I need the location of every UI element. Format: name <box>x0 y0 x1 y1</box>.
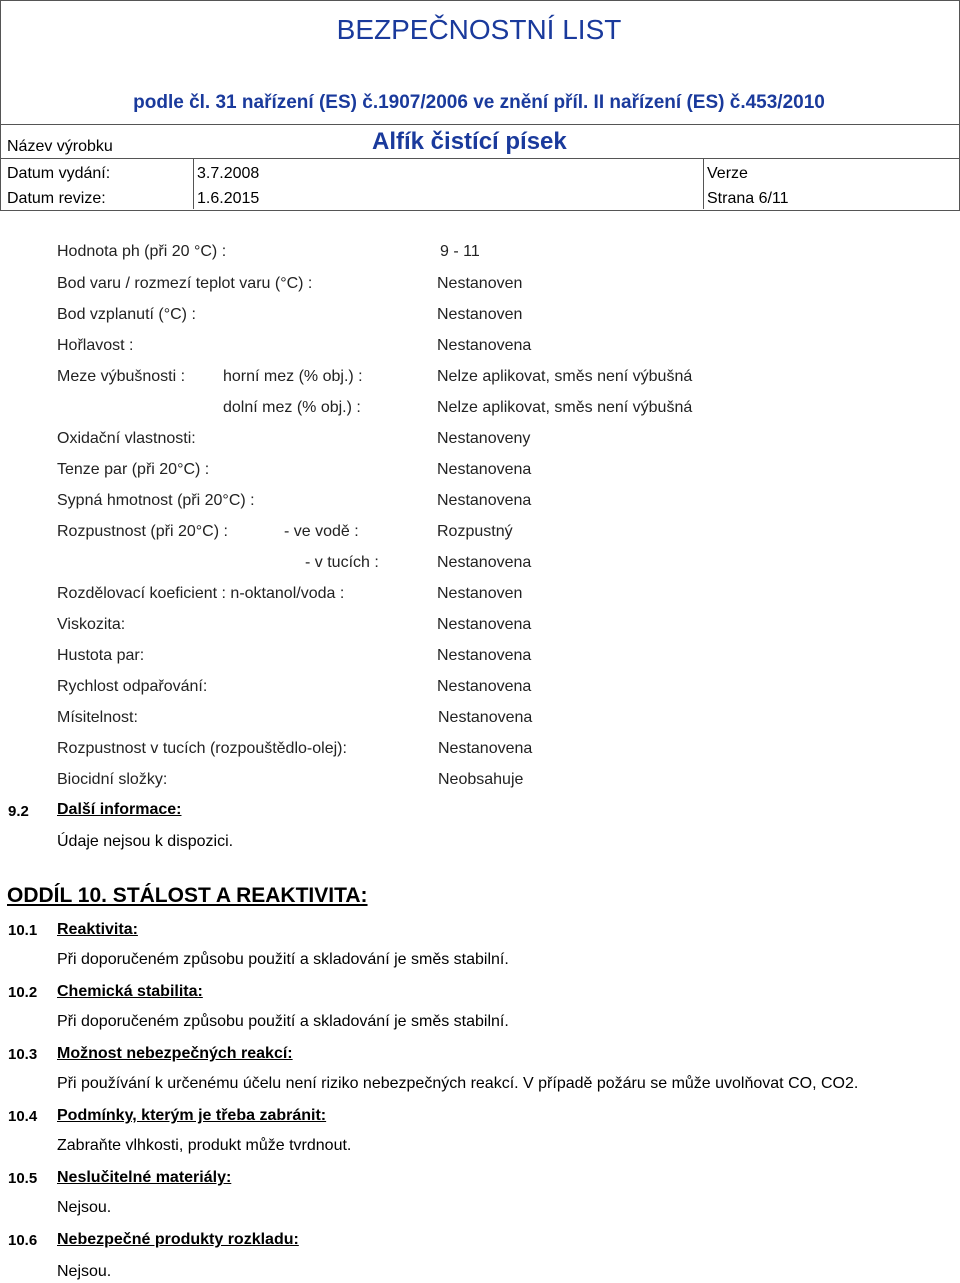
section-number: 10.5 <box>8 1170 38 1187</box>
prop-value: Nestanovena <box>438 740 533 757</box>
section-text: Nejsou. <box>57 1263 112 1280</box>
section-number: 10.1 <box>8 922 38 939</box>
section-text: Při používání k určenému účelu není riziko nebezpečných reakcí. V případě požáru se může uvolňovat CO, CO2. <box>57 1075 859 1092</box>
prop-label: Tenze par (při 20°C) : <box>57 461 210 478</box>
regulation-subtitle: podle čl. 31 nařízení (ES) č.1907/2006 ve znění příl. II nařízení (ES) č.453/2010 <box>133 92 825 113</box>
prop-label: Sypná hmotnost (při 20°C) : <box>57 492 255 509</box>
document-title: BEZPEČNOSTNÍ LIST <box>336 14 622 45</box>
revision-date: 1.6.2015 <box>197 190 260 207</box>
prop-sublabel: horní mez (% obj.) : <box>223 368 363 385</box>
prop-sublabel: dolní mez (% obj.) : <box>223 399 361 416</box>
prop-sublabel: - v tucích : <box>305 554 379 571</box>
prop-label: Rozpustnost (při 20°C) : <box>57 523 228 540</box>
prop-label: Rozpustnost v tucích (rozpouštědlo-olej): <box>57 740 347 757</box>
prop-label: Rozdělovací koeficient : n-oktanol/voda : <box>57 585 345 602</box>
section-number: 10.2 <box>8 984 38 1001</box>
prop-label: Biocidní složky: <box>57 771 168 788</box>
section-title: Podmínky, kterým je třeba zabránit: <box>57 1107 327 1124</box>
prop-value: Nelze aplikovat, směs není výbušná <box>437 368 693 385</box>
section-title: Další informace: <box>57 801 182 818</box>
header-vline-1 <box>193 159 194 209</box>
prop-value: Nestanovena <box>438 709 533 726</box>
page-number: Strana 6/11 <box>707 190 789 207</box>
prop-value: Nestanovena <box>437 616 532 633</box>
prop-value: 9 - 11 <box>440 243 480 260</box>
section-10-heading: ODDÍL 10. STÁLOST A REAKTIVITA: <box>7 884 368 907</box>
section-text: Nejsou. <box>57 1199 112 1216</box>
section-number: 9.2 <box>8 803 29 820</box>
section-text: Zabraňte vlhkosti, produkt může tvrdnout. <box>57 1137 352 1154</box>
issue-date-label: Datum vydání: <box>7 165 111 182</box>
header-divider <box>0 124 960 125</box>
prop-label: Hořlavost : <box>57 337 134 354</box>
prop-label: Mísitelnost: <box>57 709 138 726</box>
prop-label: Bod vzplanutí (°C) : <box>57 306 196 323</box>
section-title: Chemická stabilita: <box>57 983 203 1000</box>
section-number: 10.6 <box>8 1232 38 1249</box>
prop-label: Viskozita: <box>57 616 126 633</box>
section-title: Neslučitelné materiály: <box>57 1169 232 1186</box>
header-vline-2 <box>703 159 704 209</box>
issue-date: 3.7.2008 <box>197 165 260 182</box>
section-number: 10.3 <box>8 1046 38 1063</box>
prop-value: Nestanovena <box>437 647 532 664</box>
prop-value: Nestanoven <box>437 306 523 323</box>
section-title: Možnost nebezpečných reakcí: <box>57 1045 293 1062</box>
prop-label: Hodnota ph (při 20 °C) : <box>57 243 227 260</box>
section-number: 10.4 <box>8 1108 38 1125</box>
prop-value: Nestanovena <box>437 554 532 571</box>
prop-value: Nelze aplikovat, směs není výbušná <box>437 399 693 416</box>
prop-value: Nestanoven <box>437 275 523 292</box>
prop-sublabel: - ve vodě : <box>284 523 359 540</box>
section-title: Nebezpečné produkty rozkladu: <box>57 1231 299 1248</box>
prop-value: Nestanovena <box>437 678 532 695</box>
header-divider-2 <box>0 158 960 159</box>
section-text: Údaje nejsou k dispozici. <box>57 833 234 850</box>
prop-value: Neobsahuje <box>438 771 524 788</box>
prop-value: Nestanoveny <box>437 430 531 447</box>
prop-label: Rychlost odpařování: <box>57 678 208 695</box>
prop-value: Nestanovena <box>437 337 532 354</box>
product-name: Alfík čistící písek <box>372 128 567 155</box>
product-label: Název výrobku <box>7 138 113 155</box>
revision-date-label: Datum revize: <box>7 190 106 207</box>
prop-value: Nestanovena <box>437 492 532 509</box>
prop-value: Rozpustný <box>437 523 513 540</box>
prop-value: Nestanoven <box>437 585 523 602</box>
prop-label: Bod varu / rozmezí teplot varu (°C) : <box>57 275 313 292</box>
version-label: Verze <box>707 165 748 182</box>
section-text: Při doporučeném způsobu použití a skladování je směs stabilní. <box>57 1013 509 1030</box>
section-title: Reaktivita: <box>57 921 138 938</box>
section-text: Při doporučeném způsobu použití a skladování je směs stabilní. <box>57 951 509 968</box>
prop-value: Nestanovena <box>437 461 532 478</box>
prop-label: Meze výbušnosti : <box>57 368 186 385</box>
prop-label: Oxidační vlastnosti: <box>57 430 196 447</box>
prop-label: Hustota par: <box>57 647 145 664</box>
